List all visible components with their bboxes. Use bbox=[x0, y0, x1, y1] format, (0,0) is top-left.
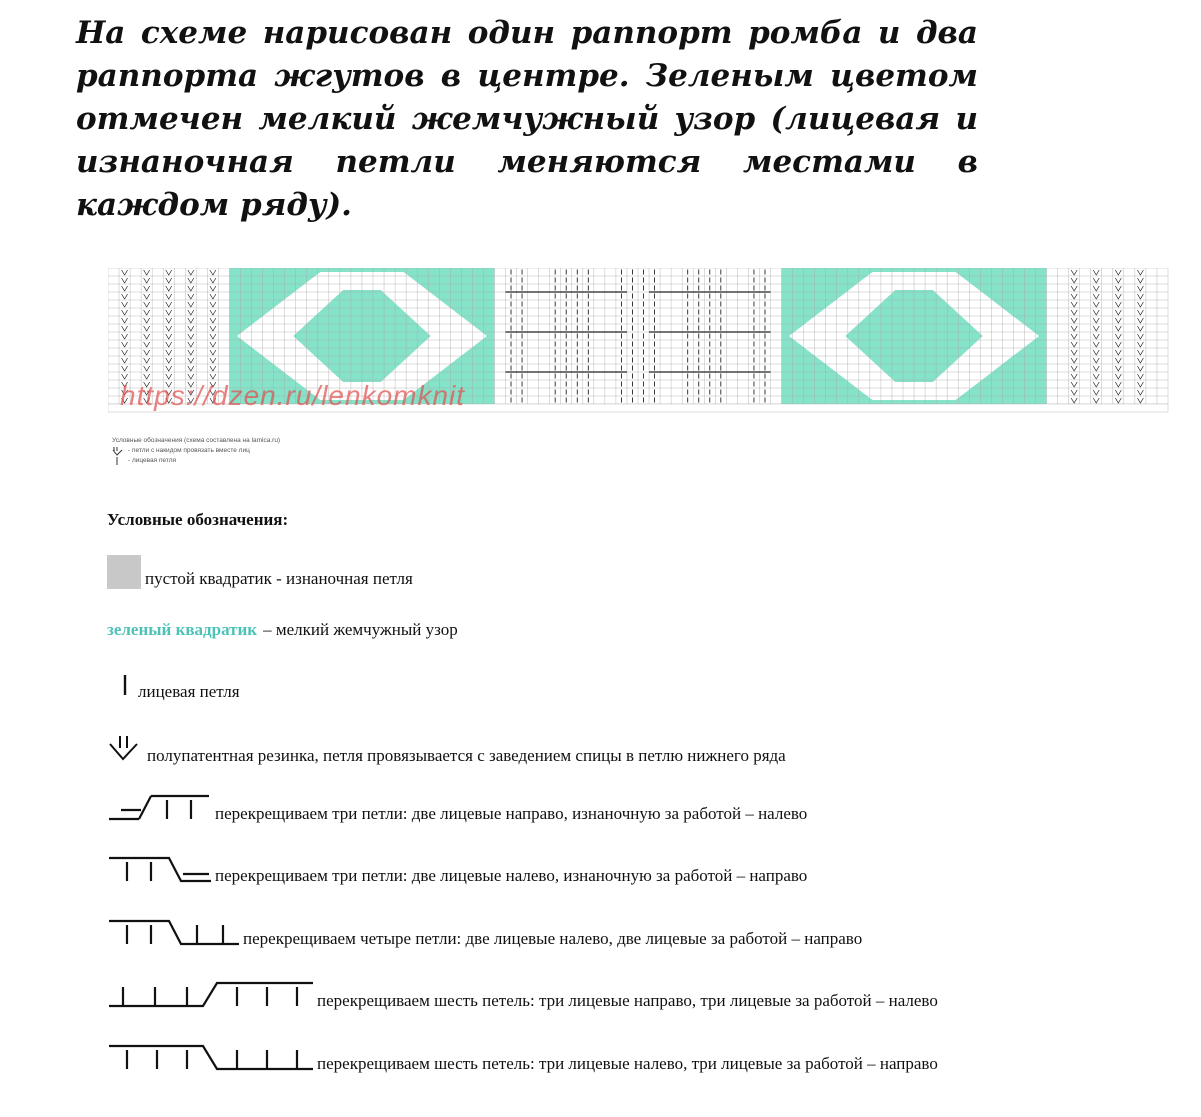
mini-legend-item: - лицевая петля bbox=[128, 457, 177, 464]
half-fisherman-mark bbox=[188, 270, 194, 275]
half-fisherman-mark bbox=[166, 278, 172, 283]
half-fisherman-mark bbox=[188, 374, 194, 379]
half-fisherman-mark bbox=[1137, 366, 1143, 371]
half-fisherman-mark bbox=[1071, 278, 1077, 283]
half-fisherman-mark bbox=[166, 358, 172, 363]
half-fisherman-mark bbox=[188, 294, 194, 299]
cross-6-left-icon bbox=[107, 1043, 317, 1075]
half-fisherman-mark bbox=[122, 270, 128, 275]
legend-item-cross6-left bbox=[107, 1043, 938, 1075]
half-fisherman-mark bbox=[188, 278, 194, 283]
half-fisherman-mark bbox=[1115, 398, 1121, 403]
half-fisherman-mark bbox=[1137, 270, 1143, 275]
half-fisherman-mark bbox=[166, 366, 172, 371]
half-fisherman-mark bbox=[144, 350, 150, 355]
legend-item-knit bbox=[118, 670, 240, 702]
legend-title: Условные обозначения: bbox=[107, 510, 289, 529]
half-fisherman-mark bbox=[188, 366, 194, 371]
half-fisherman-mark bbox=[210, 318, 216, 323]
half-fisherman-mark bbox=[1137, 342, 1143, 347]
legend-text: перекрещиваем шесть петель: три лицевые налево, три лицевые за работой – направо bbox=[317, 1054, 938, 1073]
half-fisherman-mark bbox=[144, 310, 150, 315]
half-fisherman-mark bbox=[1071, 286, 1077, 291]
half-fisherman-mark bbox=[1137, 278, 1143, 283]
half-fisherman-mark bbox=[144, 318, 150, 323]
half-fisherman-mark bbox=[1093, 342, 1099, 347]
mini-legend-title: Условные обозначения (схема составлена на lamica.ru) bbox=[112, 437, 281, 444]
half-fisherman-mark bbox=[188, 318, 194, 323]
half-fisherman-mark bbox=[210, 286, 216, 291]
half-fisherman-mark bbox=[1071, 350, 1077, 355]
half-fisherman-mark bbox=[144, 366, 150, 371]
mini-legend-row bbox=[112, 446, 280, 456]
half-fisherman-mark bbox=[210, 334, 216, 339]
half-fisherman-mark bbox=[122, 310, 128, 315]
half-fisherman-mark bbox=[1137, 334, 1143, 339]
half-fisherman-mark bbox=[210, 350, 216, 355]
half-fisherman-mark bbox=[188, 350, 194, 355]
legend-green-label: зеленый квадратик bbox=[107, 620, 258, 639]
half-fisherman-mark bbox=[122, 358, 128, 363]
half-fisherman-mark bbox=[1071, 374, 1077, 379]
half-fisherman-mark bbox=[1115, 350, 1121, 355]
half-fisherman-mark bbox=[1115, 270, 1121, 275]
legend-text: перекрещиваем шесть петель: три лицевые направо, три лицевые за работой – налево bbox=[317, 991, 938, 1010]
legend-item-cross6-right bbox=[107, 980, 938, 1012]
half-fisherman-mark bbox=[166, 294, 172, 299]
cross-4-left-icon bbox=[107, 918, 243, 950]
half-fisherman-mark bbox=[210, 358, 216, 363]
half-fisherman-icon bbox=[107, 733, 147, 767]
half-fisherman-mark bbox=[1137, 286, 1143, 291]
half-fisherman-mark bbox=[166, 310, 172, 315]
half-fisherman-mark bbox=[144, 270, 150, 275]
half-fisherman-mark bbox=[144, 286, 150, 291]
half-fisherman-mark bbox=[1093, 310, 1099, 315]
half-fisherman-mark bbox=[210, 374, 216, 379]
half-fisherman-mark bbox=[1137, 310, 1143, 315]
half-fisherman-mark bbox=[1115, 374, 1121, 379]
half-fisherman-mark bbox=[122, 286, 128, 291]
half-fisherman-mark bbox=[122, 294, 128, 299]
half-fisherman-mark bbox=[1137, 326, 1143, 331]
half-fisherman-mark bbox=[1115, 382, 1121, 387]
half-fisherman-mark bbox=[122, 278, 128, 283]
half-fisherman-mark bbox=[210, 310, 216, 315]
mini-legend-item: - петли с накидом провязать вместе лиц bbox=[128, 447, 250, 454]
half-fisherman-mark bbox=[1093, 334, 1099, 339]
half-fisherman-mark bbox=[1071, 302, 1077, 307]
half-fisherman-mark bbox=[1115, 334, 1121, 339]
legend-text: лицевая петля bbox=[138, 682, 240, 701]
half-fisherman-mark bbox=[1071, 318, 1077, 323]
half-fisherman-mark bbox=[1071, 326, 1077, 331]
half-fisherman-mark bbox=[1115, 310, 1121, 315]
half-fisherman-mark bbox=[122, 326, 128, 331]
half-fisherman-icon bbox=[112, 446, 124, 456]
half-fisherman-mark bbox=[1093, 286, 1099, 291]
half-fisherman-mark bbox=[1093, 366, 1099, 371]
half-fisherman-mark bbox=[122, 366, 128, 371]
half-fisherman-mark bbox=[1137, 350, 1143, 355]
half-fisherman-mark bbox=[1115, 294, 1121, 299]
half-fisherman-mark bbox=[1137, 294, 1143, 299]
half-fisherman-mark bbox=[188, 334, 194, 339]
half-fisherman-mark bbox=[1115, 342, 1121, 347]
half-fisherman-mark bbox=[210, 366, 216, 371]
half-fisherman-mark bbox=[1093, 358, 1099, 363]
half-fisherman-mark bbox=[210, 342, 216, 347]
half-fisherman-mark bbox=[1137, 382, 1143, 387]
half-fisherman-mark bbox=[1115, 366, 1121, 371]
legend-text: перекрещиваем три петли: две лицевые налево, изнаночную за работой – направо bbox=[215, 866, 808, 885]
half-fisherman-mark bbox=[1071, 398, 1077, 403]
half-fisherman-mark bbox=[1137, 398, 1143, 403]
half-fisherman-mark bbox=[1093, 374, 1099, 379]
half-fisherman-mark bbox=[144, 302, 150, 307]
half-fisherman-mark bbox=[144, 278, 150, 283]
half-fisherman-mark bbox=[1115, 326, 1121, 331]
legend-text: перекрещиваем три петли: две лицевые направо, изнаночную за работой – налево bbox=[215, 804, 808, 823]
half-fisherman-mark bbox=[144, 326, 150, 331]
half-fisherman-mark bbox=[122, 302, 128, 307]
knit-stitch-icon bbox=[118, 673, 138, 699]
half-fisherman-mark bbox=[210, 270, 216, 275]
grey-square-icon bbox=[107, 555, 141, 589]
half-fisherman-mark bbox=[166, 350, 172, 355]
half-fisherman-mark bbox=[144, 334, 150, 339]
half-fisherman-mark bbox=[1071, 334, 1077, 339]
half-fisherman-mark bbox=[166, 302, 172, 307]
half-fisherman-mark bbox=[188, 342, 194, 347]
legend-item-purl bbox=[107, 555, 413, 589]
half-fisherman-mark bbox=[188, 326, 194, 331]
half-fisherman-mark bbox=[1115, 278, 1121, 283]
half-fisherman-mark bbox=[1093, 318, 1099, 323]
mini-legend-row bbox=[112, 456, 280, 466]
half-fisherman-mark bbox=[1115, 358, 1121, 363]
half-fisherman-mark bbox=[188, 302, 194, 307]
half-fisherman-mark bbox=[166, 318, 172, 323]
half-fisherman-mark bbox=[166, 374, 172, 379]
watermark: https://dzen.ru/lenkomknit bbox=[120, 380, 466, 411]
half-fisherman-mark bbox=[1137, 302, 1143, 307]
half-fisherman-mark bbox=[166, 270, 172, 275]
half-fisherman-mark bbox=[122, 342, 128, 347]
half-fisherman-mark bbox=[1093, 270, 1099, 275]
half-fisherman-mark bbox=[1071, 390, 1077, 395]
half-fisherman-mark bbox=[210, 326, 216, 331]
half-fisherman-mark bbox=[1137, 374, 1143, 379]
half-fisherman-mark bbox=[1093, 382, 1099, 387]
half-fisherman-mark bbox=[188, 286, 194, 291]
cross-6-right-icon bbox=[107, 980, 317, 1012]
half-fisherman-mark bbox=[1093, 294, 1099, 299]
knit-stitch-icon bbox=[112, 456, 124, 466]
half-fisherman-mark bbox=[1071, 294, 1077, 299]
page-heading: На схеме нарисован один раппорт ромба и два раппорта жгутов в центре. Зеленым цветом отмечен мелкий жемчужный узор (лицевая и изнаночная петли меняются местами в каждом ряду). bbox=[76, 15, 978, 223]
half-fisherman-mark bbox=[1137, 318, 1143, 323]
half-fisherman-mark bbox=[210, 278, 216, 283]
legend-item-half-fisherman bbox=[107, 733, 786, 767]
half-fisherman-mark bbox=[1071, 342, 1077, 347]
half-fisherman-mark bbox=[1115, 286, 1121, 291]
legend-item-cross4-left bbox=[107, 918, 862, 950]
half-fisherman-mark bbox=[122, 334, 128, 339]
half-fisherman-mark bbox=[166, 342, 172, 347]
legend-item-cross3-right bbox=[107, 793, 807, 825]
half-fisherman-mark bbox=[210, 302, 216, 307]
half-fisherman-mark bbox=[122, 350, 128, 355]
half-fisherman-mark bbox=[210, 294, 216, 299]
half-fisherman-mark bbox=[188, 310, 194, 315]
half-fisherman-mark bbox=[166, 334, 172, 339]
half-fisherman-mark bbox=[144, 374, 150, 379]
legend-item-seed bbox=[107, 620, 458, 640]
legend-item-cross3-left bbox=[107, 855, 807, 887]
half-fisherman-mark bbox=[1093, 350, 1099, 355]
half-fisherman-mark bbox=[1093, 302, 1099, 307]
half-fisherman-mark bbox=[1093, 326, 1099, 331]
half-fisherman-mark bbox=[122, 318, 128, 323]
half-fisherman-mark bbox=[1071, 366, 1077, 371]
half-fisherman-mark bbox=[122, 374, 128, 379]
legend-text: полупатентная резинка, петля провязывается с заведением спицы в петлю нижнего ряда bbox=[147, 746, 786, 765]
half-fisherman-mark bbox=[1093, 390, 1099, 395]
half-fisherman-mark bbox=[166, 326, 172, 331]
legend-text: – мелкий жемчужный узор bbox=[263, 620, 458, 639]
half-fisherman-mark bbox=[144, 358, 150, 363]
half-fisherman-mark bbox=[1115, 302, 1121, 307]
half-fisherman-mark bbox=[1071, 358, 1077, 363]
half-fisherman-mark bbox=[144, 294, 150, 299]
half-fisherman-mark bbox=[1137, 358, 1143, 363]
half-fisherman-mark bbox=[144, 342, 150, 347]
half-fisherman-mark bbox=[1115, 318, 1121, 323]
cross-3-right-icon bbox=[107, 793, 215, 825]
legend-text: перекрещиваем четыре петли: две лицевые налево, две лицевые за работой – направо bbox=[243, 929, 863, 948]
chart-mini-legend bbox=[112, 436, 280, 466]
half-fisherman-mark bbox=[1093, 398, 1099, 403]
half-fisherman-mark bbox=[1071, 310, 1077, 315]
cross-3-left-icon bbox=[107, 855, 215, 887]
half-fisherman-mark bbox=[166, 286, 172, 291]
half-fisherman-mark bbox=[1093, 278, 1099, 283]
half-fisherman-mark bbox=[1115, 390, 1121, 395]
half-fisherman-mark bbox=[1071, 382, 1077, 387]
half-fisherman-mark bbox=[1137, 390, 1143, 395]
half-fisherman-mark bbox=[188, 358, 194, 363]
legend-text: пустой квадратик - изнаночная петля bbox=[145, 569, 413, 588]
half-fisherman-mark bbox=[1071, 270, 1077, 275]
